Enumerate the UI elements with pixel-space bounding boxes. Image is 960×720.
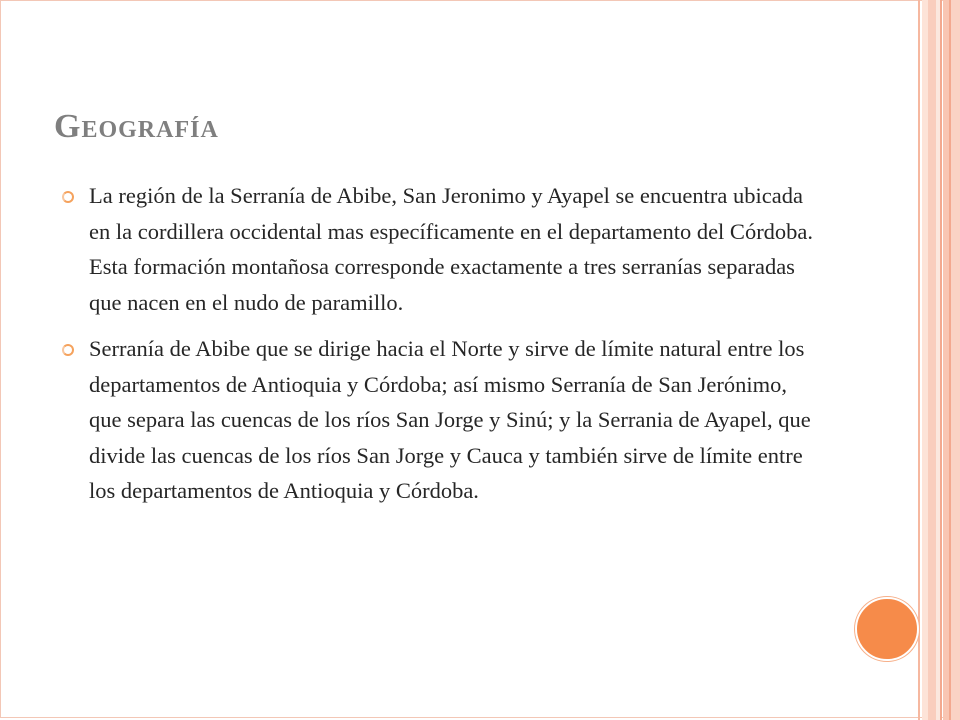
slide-title: Geografía <box>54 108 219 145</box>
bullet-item <box>60 178 820 320</box>
bullet-list <box>60 178 820 520</box>
orange-circle-decoration <box>855 597 919 661</box>
decorative-stripe <box>928 0 936 720</box>
bullet-text: Serranía de Abibe que se dirige hacia el Norte y sirve de límite natural entre los departamentos de Antioquia y Córdoba; así mismo Serranía de San Jerónimo, que separa las cuencas de los ríos San Jorge y Sinú; y la Serrania de Ayapel, que divide las cuencas de los ríos San Jorge y Cauca y también sirve de límite entre los departamentos de Antioquia y Córdoba. <box>89 336 811 503</box>
decorative-stripe <box>940 0 942 720</box>
decorative-stripe <box>918 0 920 720</box>
ring-bullet-icon <box>62 191 74 203</box>
ring-bullet-icon <box>62 344 74 356</box>
bullet-item <box>60 331 820 509</box>
bullet-text: La región de la Serranía de Abibe, San Jeronimo y Ayapel se encuentra ubicada en la cordillera occidental mas específicamente en el departamento del Córdoba. Esta formación montañosa corresponde exactamente a tres serranías separadas que nacen en el nudo de paramillo. <box>89 183 814 315</box>
decorative-stripe <box>951 0 960 720</box>
